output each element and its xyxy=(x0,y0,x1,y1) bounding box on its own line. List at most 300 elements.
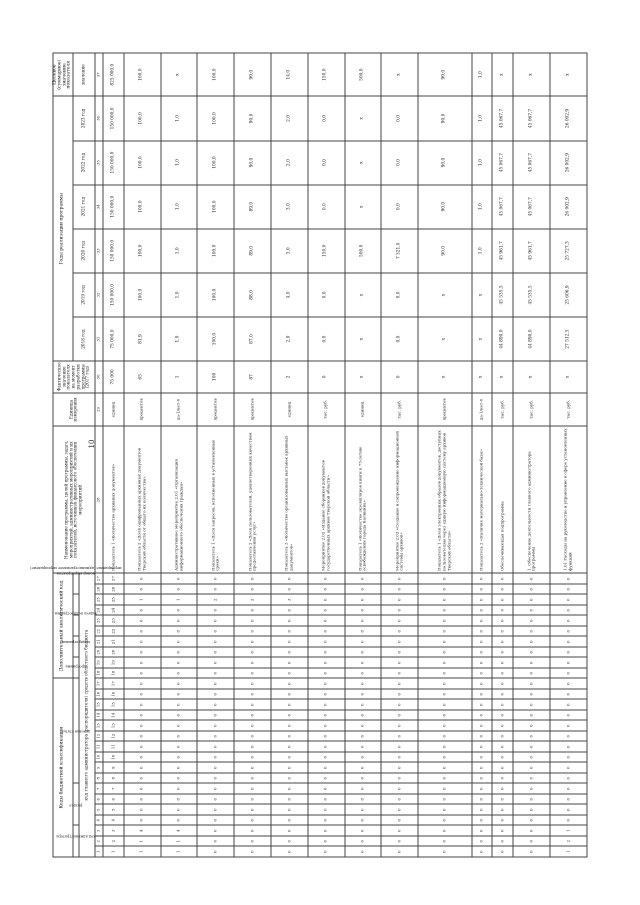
row-year-value: х xyxy=(345,273,382,317)
code-cell: 0 xyxy=(234,815,271,826)
header-unit: Единица измерения xyxy=(53,393,95,427)
header-target-article-group: целевая статья xyxy=(73,678,79,783)
code-cell: 0 xyxy=(345,636,382,647)
row-base-value: 0 xyxy=(381,361,418,393)
code-cell: 0 xyxy=(271,689,308,700)
row-unit: тыс. руб. xyxy=(308,393,345,427)
code-cell: 0 xyxy=(492,731,513,742)
code-cell: 0 xyxy=(308,826,345,837)
code-cell: 0 xyxy=(345,752,382,763)
table-row xyxy=(513,53,550,857)
code-cell: 0 xyxy=(124,752,161,763)
code-cell: 0 xyxy=(492,805,513,816)
header-target-group: Целевое (суммарное) значение показателя xyxy=(53,53,73,96)
code-cell: 0 xyxy=(492,678,513,689)
code-cell: 0 xyxy=(418,763,471,774)
code-cell: 0 xyxy=(472,647,493,658)
column-number: 9 xyxy=(95,763,103,774)
code-cell: 0 xyxy=(472,794,493,805)
table-row xyxy=(271,53,308,857)
code-cell: 0 xyxy=(381,836,418,847)
row-year-value: 45 961,7 xyxy=(513,229,550,273)
code-cell: 0 xyxy=(472,815,493,826)
code-cell: 0 xyxy=(161,784,198,795)
code-cell: 0 xyxy=(550,763,587,774)
code-cell: 0 xyxy=(234,636,271,647)
code-cell: 0 xyxy=(161,657,198,668)
code-cell: 3 xyxy=(271,594,308,605)
row-year-value: 3,0 xyxy=(271,185,308,229)
code-cell: 0 xyxy=(308,594,345,605)
code-cell: 0 xyxy=(492,721,513,732)
code-cell: 0 xyxy=(550,752,587,763)
code-cell: 0 xyxy=(161,710,198,721)
code-cell: 0 xyxy=(197,836,234,847)
code-cell: 0 xyxy=(492,657,513,668)
code-cell: 0 xyxy=(550,615,587,626)
code-cell: 0 xyxy=(418,594,471,605)
code-cell: 0 xyxy=(308,784,345,795)
code-cell: 0 xyxy=(271,668,308,679)
code-cell: 0 xyxy=(161,636,198,647)
code-cell: 2 xyxy=(550,836,587,847)
row-year-value: х xyxy=(345,96,382,140)
code-cell: 0 xyxy=(513,836,550,847)
row-target-value: 500,0 xyxy=(345,53,382,96)
code-cell: 0 xyxy=(418,805,471,816)
column-number: 11 xyxy=(95,742,103,753)
table-row xyxy=(234,53,271,857)
code-cell: 0 xyxy=(492,689,513,700)
row-year-value: 0,0 xyxy=(381,185,418,229)
code-cell: 0 xyxy=(161,668,198,679)
row-base-value: 2 xyxy=(271,361,308,393)
row-year-value: 1,0 xyxy=(161,141,198,185)
code-cell: 0 xyxy=(418,626,471,637)
code-cell: 0 xyxy=(161,605,198,616)
code-cell: 0 xyxy=(472,721,493,732)
code-cell: 0 xyxy=(492,784,513,795)
column-number: 20 xyxy=(95,647,103,658)
row-year-value: 26 002,9 xyxy=(550,141,587,185)
code-cell: 0 xyxy=(550,668,587,679)
header-activity-group: мероприятие (административное мероприятие) xyxy=(73,594,79,615)
code-cell: 0 xyxy=(161,773,198,784)
code-cell: 0 xyxy=(197,710,234,721)
code-cell: 0 xyxy=(418,784,471,795)
row-unit: да-1/нет-0 xyxy=(472,393,493,427)
code-cell: 0 xyxy=(345,847,382,858)
row-year-value: 4,0 xyxy=(271,273,308,317)
column-number: 27 xyxy=(95,573,103,584)
code-cell: 0 xyxy=(161,805,198,816)
code-cell: 0 xyxy=(308,647,345,658)
code-cell: 0 xyxy=(308,636,345,647)
code-cell: 0 xyxy=(197,636,234,647)
row-year-value: 44 890,0 xyxy=(513,317,550,361)
code-cell: 27 xyxy=(103,573,124,584)
code-cell: 0 xyxy=(161,763,198,774)
code-cell: 0 xyxy=(124,742,161,753)
row-year-value: 90,0 xyxy=(418,96,471,140)
code-cell: 0 xyxy=(472,573,493,584)
code-cell: 19 xyxy=(103,657,124,668)
row-year-value: х xyxy=(472,317,493,361)
row-year-value: 87,0 xyxy=(234,317,271,361)
code-cell: 0 xyxy=(124,657,161,668)
code-cell: 0 xyxy=(472,594,493,605)
row-name: Обеспечивающая подпрограмма xyxy=(492,426,513,573)
column-number: 19 xyxy=(95,657,103,668)
row-year-value: 150 000,0 xyxy=(103,141,124,185)
code-cell: 0 xyxy=(492,636,513,647)
code-cell: 0 xyxy=(513,668,550,679)
code-cell: 0 xyxy=(124,584,161,595)
code-cell: 0 xyxy=(492,615,513,626)
code-cell: 0 xyxy=(124,678,161,689)
code-cell: 0 xyxy=(345,836,382,847)
row-target-value: 150,0 xyxy=(308,53,345,96)
code-cell: 0 xyxy=(234,647,271,658)
code-cell: 15 xyxy=(103,700,124,711)
row-unit: процентов xyxy=(418,393,471,427)
code-cell: 0 xyxy=(513,636,550,647)
column-number: 31 xyxy=(95,317,103,361)
row-year-value: 45 961,7 xyxy=(492,229,513,273)
header-section-group: раздел xyxy=(73,784,79,826)
header-year-2022: 2022 год xyxy=(73,141,95,185)
row-year-value: 150 000,0 xyxy=(103,185,124,229)
code-cell: 0 xyxy=(418,794,471,805)
code-cell: 0 xyxy=(197,752,234,763)
header-year-2023: 2023 год xyxy=(73,96,95,140)
code-cell: 0 xyxy=(197,657,234,668)
row-year-value: 45 067,7 xyxy=(492,185,513,229)
code-cell: 0 xyxy=(161,742,198,753)
column-number: 4 xyxy=(95,815,103,826)
code-cell: 0 xyxy=(550,815,587,826)
code-cell: 0 xyxy=(234,605,271,616)
row-base-value: х xyxy=(418,361,471,393)
row-target-value: 100,0 xyxy=(124,53,161,96)
row-year-value: 2,0 xyxy=(271,96,308,140)
code-cell: 4 xyxy=(161,826,198,837)
code-cell: 0 xyxy=(381,805,418,816)
code-cell: 0 xyxy=(513,805,550,816)
row-year-value: 100,0 xyxy=(124,96,161,140)
code-cell: 0 xyxy=(472,689,493,700)
header-year-2019: 2019 год xyxy=(73,273,95,317)
row-base-value: х xyxy=(513,361,550,393)
code-cell: 0 xyxy=(234,710,271,721)
code-cell: 0 xyxy=(418,584,471,595)
code-cell: 0 xyxy=(271,657,308,668)
column-number: 36 xyxy=(95,96,103,140)
code-cell: 0 xyxy=(271,636,308,647)
code-cell: 0 xyxy=(345,700,382,711)
code-cell: 0 xyxy=(513,721,550,732)
column-number: 21 xyxy=(95,636,103,647)
row-year-value: 0,0 xyxy=(381,273,418,317)
code-cell: 0 xyxy=(513,647,550,658)
row-year-value: 1,0 xyxy=(472,229,493,273)
code-cell: 0 xyxy=(550,657,587,668)
code-cell: 0 xyxy=(381,826,418,837)
code-cell: 0 xyxy=(418,710,471,721)
code-cell: 0 xyxy=(472,773,493,784)
row-year-value: 100,0 xyxy=(124,273,161,317)
row-year-value: 150,0 xyxy=(308,229,345,273)
code-cell: 0 xyxy=(124,689,161,700)
row-year-value: 45 535,5 xyxy=(492,273,513,317)
code-cell: 0 xyxy=(234,573,271,584)
code-cell: 0 xyxy=(492,773,513,784)
code-cell: 0 xyxy=(472,710,493,721)
code-cell: 0 xyxy=(513,794,550,805)
code-cell: 0 xyxy=(550,710,587,721)
code-cell: 0 xyxy=(513,710,550,721)
table-row xyxy=(418,53,471,857)
code-cell: 0 xyxy=(492,710,513,721)
code-cell: 0 xyxy=(345,721,382,732)
row-year-value: 90,0 xyxy=(234,96,271,140)
column-number: 10 xyxy=(95,752,103,763)
code-cell: 0 xyxy=(161,752,198,763)
row-year-value: х xyxy=(345,141,382,185)
row-year-value: 90,0 xyxy=(418,141,471,185)
code-cell: 0 xyxy=(197,805,234,816)
row-year-value: 7 321,0 xyxy=(381,229,418,273)
code-cell: 0 xyxy=(381,710,418,721)
code-cell: 26 xyxy=(103,584,124,595)
table-row xyxy=(472,53,493,857)
row-year-value: 1,0 xyxy=(472,141,493,185)
column-number: 37 xyxy=(95,53,103,96)
code-cell: 0 xyxy=(381,763,418,774)
code-cell: 0 xyxy=(124,668,161,679)
code-cell: 0 xyxy=(472,678,493,689)
code-cell: 0 xyxy=(418,815,471,826)
row-base-value: 1 xyxy=(161,361,198,393)
code-cell: 0 xyxy=(418,700,471,711)
code-cell: 0 xyxy=(550,678,587,689)
code-cell: 0 xyxy=(308,615,345,626)
code-cell: 0 xyxy=(418,636,471,647)
code-cell: 0 xyxy=(271,710,308,721)
column-number: 7 xyxy=(95,784,103,795)
code-cell: 0 xyxy=(271,626,308,637)
code-cell: 0 xyxy=(550,636,587,647)
code-cell: 0 xyxy=(161,678,198,689)
budget-program-table-sheet xyxy=(30,53,588,858)
table-row xyxy=(161,53,198,857)
row-year-value: 1,0 xyxy=(161,317,198,361)
code-cell: 0 xyxy=(492,584,513,595)
column-number: 15 xyxy=(95,700,103,711)
code-cell: 0 xyxy=(124,731,161,742)
row-year-value: 0,0 xyxy=(308,273,345,317)
code-cell: 0 xyxy=(271,615,308,626)
code-cell: 0 xyxy=(308,710,345,721)
code-cell: 0 xyxy=(492,752,513,763)
code-cell: 0 xyxy=(381,773,418,784)
code-cell: 1 xyxy=(124,836,161,847)
code-cell: 0 xyxy=(124,784,161,795)
code-cell: 0 xyxy=(550,573,587,584)
code-cell: 1 xyxy=(161,594,198,605)
row-base-value: 75 000 xyxy=(103,361,124,393)
code-cell: 0 xyxy=(234,700,271,711)
code-cell: 0 xyxy=(308,689,345,700)
column-number: 30 xyxy=(95,361,103,393)
code-cell: 0 xyxy=(271,678,308,689)
table-row xyxy=(197,53,234,857)
code-cell: 0 xyxy=(161,815,198,826)
code-cell: 0 xyxy=(550,584,587,595)
row-target-value: 14,0 xyxy=(271,53,308,96)
row-year-value: х xyxy=(345,317,382,361)
code-cell: 0 xyxy=(308,847,345,858)
code-cell: 11 xyxy=(103,742,124,753)
row-year-value: 0,0 xyxy=(308,141,345,185)
code-cell: 0 xyxy=(381,815,418,826)
row-year-value: 1,0 xyxy=(472,96,493,140)
code-cell: 0 xyxy=(197,773,234,784)
code-cell: 0 xyxy=(308,805,345,816)
column-number: 13 xyxy=(95,721,103,732)
column-number: 34 xyxy=(95,185,103,229)
code-cell: 0 xyxy=(234,763,271,774)
row-unit: тыс. руб. xyxy=(381,393,418,427)
row-year-value: 150 000,0 xyxy=(103,229,124,273)
code-cell: 0 xyxy=(381,573,418,584)
row-year-value: 100,0 xyxy=(197,229,234,273)
row-unit: процентов xyxy=(234,393,271,427)
code-cell: 1 xyxy=(124,847,161,858)
code-cell: 0 xyxy=(197,668,234,679)
code-cell: 0 xyxy=(124,615,161,626)
header-additional-group: Дополнительный аналитический код xyxy=(53,573,73,678)
page-number: 10 xyxy=(88,439,96,449)
code-cell: 0 xyxy=(381,700,418,711)
code-cell: 0 xyxy=(492,815,513,826)
code-cell: 0 xyxy=(418,615,471,626)
row-year-value: 1,0 xyxy=(161,273,198,317)
row-unit: тыс. руб. xyxy=(513,393,550,427)
row-year-value: 0,0 xyxy=(308,185,345,229)
column-number: 12 xyxy=(95,731,103,742)
code-cell: 0 xyxy=(271,763,308,774)
code-cell: 0 xyxy=(197,731,234,742)
column-number: 2 xyxy=(95,836,103,847)
code-cell: 0 xyxy=(513,615,550,626)
row-year-value: 0,0 xyxy=(308,96,345,140)
code-cell: 2 xyxy=(197,594,234,605)
header-year-2018: 2018 год xyxy=(73,317,95,361)
code-cell: 0 xyxy=(124,805,161,816)
row-year-value: 90,0 xyxy=(418,229,471,273)
code-cell: 0 xyxy=(197,742,234,753)
code-cell: 7 xyxy=(103,784,124,795)
row-name: Мероприятие 2.02 «Издание сборников документов государственных архивов Тверской области» xyxy=(308,426,345,573)
code-cell: 0 xyxy=(381,794,418,805)
code-cell: 0 xyxy=(124,573,161,584)
row-year-value: 90,0 xyxy=(418,185,471,229)
code-cell: 0 xyxy=(345,615,382,626)
code-cell: 0 xyxy=(513,815,550,826)
code-cell: 0 xyxy=(161,689,198,700)
code-cell: 0 xyxy=(513,752,550,763)
code-cell: 0 xyxy=(345,668,382,679)
code-cell: 0 xyxy=(381,584,418,595)
code-cell: 0 xyxy=(161,573,198,584)
code-cell: 0 xyxy=(234,773,271,784)
code-cell: 0 xyxy=(197,647,234,658)
header-task-group: задача подпрограммы xyxy=(73,615,79,636)
code-cell: 0 xyxy=(418,573,471,584)
column-number: 32 xyxy=(95,273,103,317)
row-year-value: 100,0 xyxy=(197,185,234,229)
code-cell: 0 xyxy=(271,794,308,805)
column-number: 35 xyxy=(95,141,103,185)
code-cell: 0 xyxy=(197,763,234,774)
row-name: Административное мероприятие 2.01 «Организация информационного обеспечения граждан» xyxy=(161,426,198,573)
table-row xyxy=(308,53,345,857)
column-number: 16 xyxy=(95,689,103,700)
code-cell: 0 xyxy=(345,805,382,816)
code-cell: 0 xyxy=(381,657,418,668)
code-cell: 0 xyxy=(492,836,513,847)
row-name: Показатель 3 «Количество организованных выставок архивных документов» xyxy=(271,426,308,573)
code-cell: 0 xyxy=(550,721,587,732)
header-program-group: программа xyxy=(73,657,79,678)
row-target-value: х xyxy=(550,53,587,96)
code-cell: 0 xyxy=(513,594,550,605)
code-cell: 0 xyxy=(472,657,493,668)
code-cell: 0 xyxy=(550,647,587,658)
code-cell: 22 xyxy=(103,626,124,637)
code-cell: 0 xyxy=(124,700,161,711)
code-cell: 1 xyxy=(161,836,198,847)
column-number: 23 xyxy=(95,615,103,626)
row-target-value: х xyxy=(513,53,550,96)
row-target-value: 90,0 xyxy=(418,53,471,96)
code-cell: 0 xyxy=(197,700,234,711)
code-cell: 0 xyxy=(550,805,587,816)
code-cell: 0 xyxy=(234,805,271,816)
row-year-value: 88,0 xyxy=(234,273,271,317)
code-cell: 0 xyxy=(418,668,471,679)
row-year-value: 45 067,7 xyxy=(492,96,513,140)
code-cell: 8 xyxy=(103,773,124,784)
column-number: 24 xyxy=(95,605,103,616)
code-cell: 0 xyxy=(472,700,493,711)
header-administrator-group: код администратора xyxy=(73,826,79,858)
code-cell: 0 xyxy=(271,742,308,753)
code-cell: 0 xyxy=(345,826,382,837)
row-year-value: 0,0 xyxy=(308,317,345,361)
code-cell: 0 xyxy=(381,784,418,795)
code-cell: 0 xyxy=(161,584,198,595)
code-cell: 0 xyxy=(124,605,161,616)
row-year-value: 1,0 xyxy=(161,96,198,140)
code-cell: 24 xyxy=(103,605,124,616)
row-year-value: 26 002,9 xyxy=(550,185,587,229)
row-year-value: 1,0 xyxy=(161,185,198,229)
row-base-value: 87 xyxy=(234,361,271,393)
row-unit: тыс. руб. xyxy=(492,393,513,427)
code-cell: 0 xyxy=(513,605,550,616)
